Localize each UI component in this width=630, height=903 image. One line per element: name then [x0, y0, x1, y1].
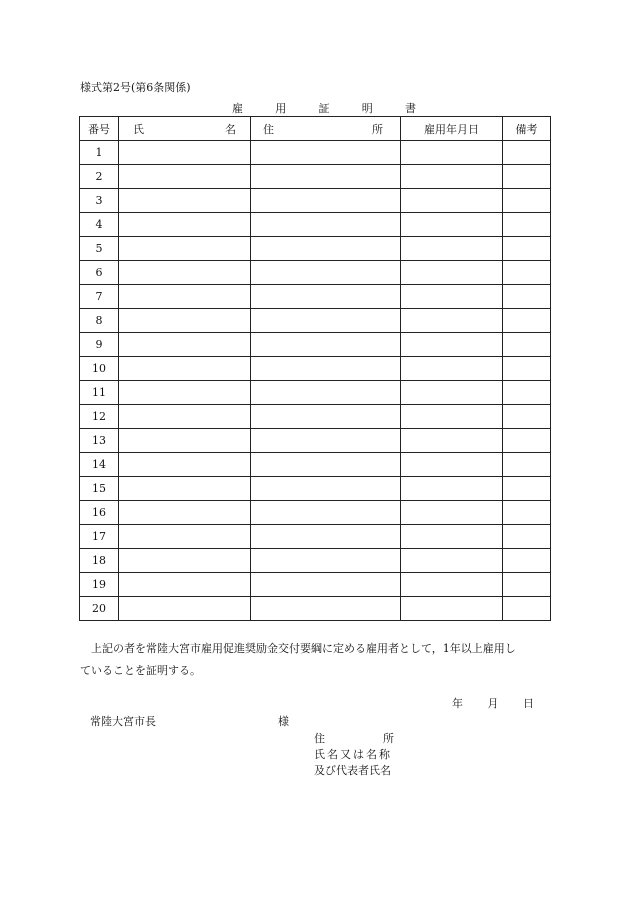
row-remarks-cell: [503, 213, 551, 237]
row-hire-date-cell: [401, 429, 503, 453]
row-name-cell: [119, 453, 251, 477]
row-number-cell: 19: [80, 573, 119, 597]
row-hire-date-cell: [401, 165, 503, 189]
row-name-cell: [119, 141, 251, 165]
row-remarks-cell: [503, 501, 551, 525]
signer-name-label: 氏名又は名称: [314, 748, 392, 761]
row-remarks-cell: [503, 525, 551, 549]
table-row: [80, 525, 551, 549]
header-name: [119, 117, 251, 141]
row-name-cell: [119, 381, 251, 405]
row-remarks-cell: [503, 597, 551, 621]
header-address-part: 所: [372, 122, 383, 136]
table-row: [80, 405, 551, 429]
row-hire-date-cell: [401, 309, 503, 333]
row-address-cell: [251, 237, 401, 261]
header-address: [251, 117, 401, 141]
table-row: [80, 237, 551, 261]
row-hire-date-cell: [401, 189, 503, 213]
row-remarks-cell: [503, 429, 551, 453]
row-remarks-cell: [503, 333, 551, 357]
row-remarks-cell: [503, 381, 551, 405]
row-address-cell: [251, 285, 401, 309]
row-number-cell: 13: [80, 429, 119, 453]
row-address-cell: [251, 501, 401, 525]
signer-block: [314, 731, 394, 779]
row-remarks-cell: [503, 285, 551, 309]
row-number-cell: 3: [80, 189, 119, 213]
row-number-cell: 8: [80, 309, 119, 333]
table-row: [80, 549, 551, 573]
row-remarks-cell: [503, 141, 551, 165]
signer-address-part: 住: [314, 732, 325, 745]
row-address-cell: [251, 453, 401, 477]
row-number-cell: 7: [80, 285, 119, 309]
row-number-cell: 5: [80, 237, 119, 261]
row-name-cell: [119, 309, 251, 333]
table-body: [80, 141, 551, 621]
row-address-cell: [251, 549, 401, 573]
row-remarks-cell: [503, 237, 551, 261]
row-name-cell: [119, 429, 251, 453]
row-address-cell: [251, 213, 401, 237]
employee-table: [79, 116, 551, 621]
row-name-cell: [119, 357, 251, 381]
row-address-cell: [251, 525, 401, 549]
addressee: 常陸大宮市長: [90, 715, 156, 728]
row-address-cell: [251, 381, 401, 405]
row-name-cell: [119, 189, 251, 213]
row-number-cell: 6: [80, 261, 119, 285]
table-row: [80, 573, 551, 597]
row-hire-date-cell: [401, 261, 503, 285]
table-row: [80, 477, 551, 501]
table-row: [80, 189, 551, 213]
row-hire-date-cell: [401, 405, 503, 429]
header-remarks: 備考: [503, 117, 551, 141]
row-number-cell: 10: [80, 357, 119, 381]
row-name-cell: [119, 525, 251, 549]
row-hire-date-cell: [401, 501, 503, 525]
table-row: [80, 261, 551, 285]
row-number-cell: 14: [80, 453, 119, 477]
row-name-cell: [119, 237, 251, 261]
row-address-cell: [251, 477, 401, 501]
row-address-cell: [251, 357, 401, 381]
document-title: [232, 100, 416, 116]
statement-line-2: ていることを証明する。: [80, 664, 201, 677]
date-year-label: 年: [452, 697, 463, 710]
title-char: 雇: [232, 102, 243, 115]
row-name-cell: [119, 261, 251, 285]
form-number: 様式第2号(第6条関係): [80, 81, 191, 94]
row-number-cell: 2: [80, 165, 119, 189]
signer-address-label: [314, 731, 394, 747]
row-hire-date-cell: [401, 213, 503, 237]
row-address-cell: [251, 189, 401, 213]
row-address-cell: [251, 429, 401, 453]
honorific: 様: [278, 715, 289, 728]
row-hire-date-cell: [401, 381, 503, 405]
title-char: 書: [405, 102, 416, 115]
row-address-cell: [251, 573, 401, 597]
row-address-cell: [251, 309, 401, 333]
date-day-label: 日: [523, 697, 534, 710]
table-row: [80, 381, 551, 405]
row-name-cell: [119, 285, 251, 309]
header-number: 番号: [80, 117, 119, 141]
row-remarks-cell: [503, 261, 551, 285]
row-number-cell: 17: [80, 525, 119, 549]
row-address-cell: [251, 261, 401, 285]
table-row: [80, 357, 551, 381]
table-row: [80, 213, 551, 237]
table-header-row: [80, 117, 551, 141]
row-remarks-cell: [503, 549, 551, 573]
row-name-cell: [119, 213, 251, 237]
table-row: [80, 429, 551, 453]
row-number-cell: 9: [80, 333, 119, 357]
row-name-cell: [119, 549, 251, 573]
row-remarks-cell: [503, 309, 551, 333]
row-hire-date-cell: [401, 357, 503, 381]
title-char: 明: [361, 102, 373, 115]
row-hire-date-cell: [401, 285, 503, 309]
row-remarks-cell: [503, 189, 551, 213]
row-hire-date-cell: [401, 549, 503, 573]
row-address-cell: [251, 141, 401, 165]
row-hire-date-cell: [401, 597, 503, 621]
table-row: [80, 309, 551, 333]
header-name-part: 名: [225, 122, 236, 136]
row-hire-date-cell: [401, 453, 503, 477]
row-number-cell: 12: [80, 405, 119, 429]
header-name-part: 氏: [133, 122, 144, 136]
row-address-cell: [251, 333, 401, 357]
row-number-cell: 11: [80, 381, 119, 405]
row-name-cell: [119, 405, 251, 429]
statement-line-1: 上記の者を常陸大宮市雇用促進奨励金交付要綱に定める雇用者として，1年以上雇用し: [91, 642, 516, 655]
row-hire-date-cell: [401, 525, 503, 549]
row-hire-date-cell: [401, 333, 503, 357]
row-name-cell: [119, 597, 251, 621]
row-number-cell: 18: [80, 549, 119, 573]
row-address-cell: [251, 597, 401, 621]
row-name-cell: [119, 501, 251, 525]
header-hire-date: 雇用年月日: [401, 117, 503, 141]
row-hire-date-cell: [401, 477, 503, 501]
row-hire-date-cell: [401, 141, 503, 165]
date-line: [452, 695, 534, 711]
row-remarks-cell: [503, 405, 551, 429]
row-name-cell: [119, 573, 251, 597]
signer-address-part: 所: [383, 732, 394, 745]
row-address-cell: [251, 405, 401, 429]
table-row: [80, 453, 551, 477]
row-name-cell: [119, 333, 251, 357]
row-hire-date-cell: [401, 237, 503, 261]
row-address-cell: [251, 165, 401, 189]
row-name-cell: [119, 477, 251, 501]
table-row: [80, 141, 551, 165]
row-hire-date-cell: [401, 573, 503, 597]
table-row: [80, 597, 551, 621]
row-number-cell: 15: [80, 477, 119, 501]
header-address-part: 住: [263, 122, 274, 136]
row-number-cell: 1: [80, 141, 119, 165]
table-row: [80, 501, 551, 525]
row-name-cell: [119, 165, 251, 189]
table-row: [80, 165, 551, 189]
title-char: 用: [275, 102, 287, 115]
table-row: [80, 285, 551, 309]
row-number-cell: 16: [80, 501, 119, 525]
certification-statement: [80, 638, 552, 682]
row-remarks-cell: [503, 453, 551, 477]
row-remarks-cell: [503, 165, 551, 189]
title-char: 証: [318, 102, 330, 115]
table-row: [80, 333, 551, 357]
row-remarks-cell: [503, 573, 551, 597]
row-number-cell: 20: [80, 597, 119, 621]
date-month-label: 月: [487, 697, 499, 710]
row-remarks-cell: [503, 477, 551, 501]
signer-representative-label: 及び代表者氏名: [314, 764, 391, 777]
row-number-cell: 4: [80, 213, 119, 237]
row-remarks-cell: [503, 357, 551, 381]
